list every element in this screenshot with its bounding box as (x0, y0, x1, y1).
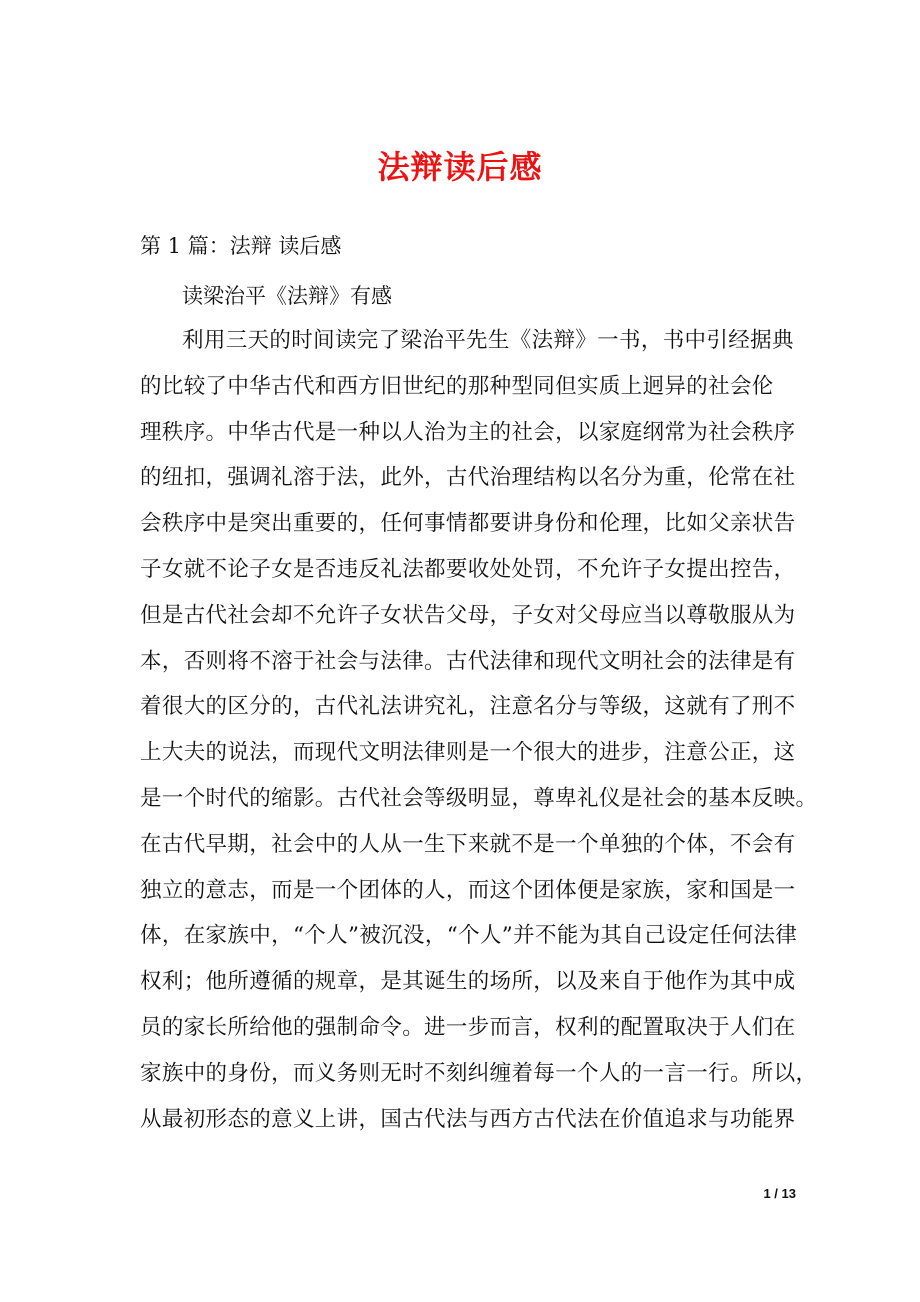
body-line: 会秩序中是突出重要的，任何事情都要讲身份和伦理，比如父亲状告 (140, 511, 796, 537)
body-line: 独立的意志，而是一个团体的人，而这个团体便是家族，家和国是一 (140, 877, 796, 903)
body-text (140, 323, 818, 1147)
body-line: 的比较了中华古代和西方旧世纪的那种型同但实质上迥异的社会伦 (140, 373, 774, 399)
page-number: 1 / 13 (763, 1186, 796, 1201)
article-subtitle: 读梁治平《法辩》有感 (182, 284, 392, 308)
body-line: 着很大的区分的，古代礼法讲究礼，注意名分与等级，这就有了刑不 (140, 694, 796, 720)
body-line: 子女就不论子女是否违反礼法都要收处处罚，不允许子女提出控告， (140, 556, 796, 582)
body-line: 理秩序。中华古代是一种以人治为主的社会，以家庭纲常为社会秩序 (140, 419, 796, 445)
body-line: 体，在家族中，“个人”被沉没，“个人”并不能为其自己设定任何法律 (140, 923, 798, 949)
body-line: 从最初形态的意义上讲，国古代法与西方古代法在价值追求与功能界 (140, 1106, 796, 1132)
body-line: 本，否则将不溶于社会与法律。古代法律和现代文明社会的法律是有 (140, 648, 796, 674)
body-line: 上大夫的说法，而现代文明法律则是一个很大的进步，注意公正，这 (140, 740, 796, 766)
body-line: 利用三天的时间读完了梁治平先生《法辩》一书，书中引经据典 (182, 328, 794, 353)
document-title: 法辩读后感 (377, 148, 543, 186)
body-line: 的纽扣，强调礼溶于法，此外，古代治理结构以名分为重，伦常在社 (140, 465, 796, 491)
body-line: 员的家长所给他的强制命令。进一步而言，权利的配置取决于人们在 (140, 1014, 796, 1040)
body-line: 权利；他所遵循的规章，是其诞生的场所，以及来自于他作为其中成 (140, 969, 796, 995)
body-line: 家族中的身份，而义务则无时不刻纠缠着每一个人的一言一行。所以， (140, 1060, 818, 1086)
body-line: 是一个时代的缩影。古代社会等级明显，尊卑礼仪是社会的基本反映。 (140, 785, 818, 811)
body-line: 在古代早期，社会中的人从一生下来就不是一个单独的个体，不会有 (140, 831, 796, 857)
section-heading: 第 1 篇：法辩 读后感 (140, 234, 342, 258)
body-line: 但是古代社会却不允许子女状告父母，子女对父母应当以尊敬服从为 (140, 602, 796, 628)
